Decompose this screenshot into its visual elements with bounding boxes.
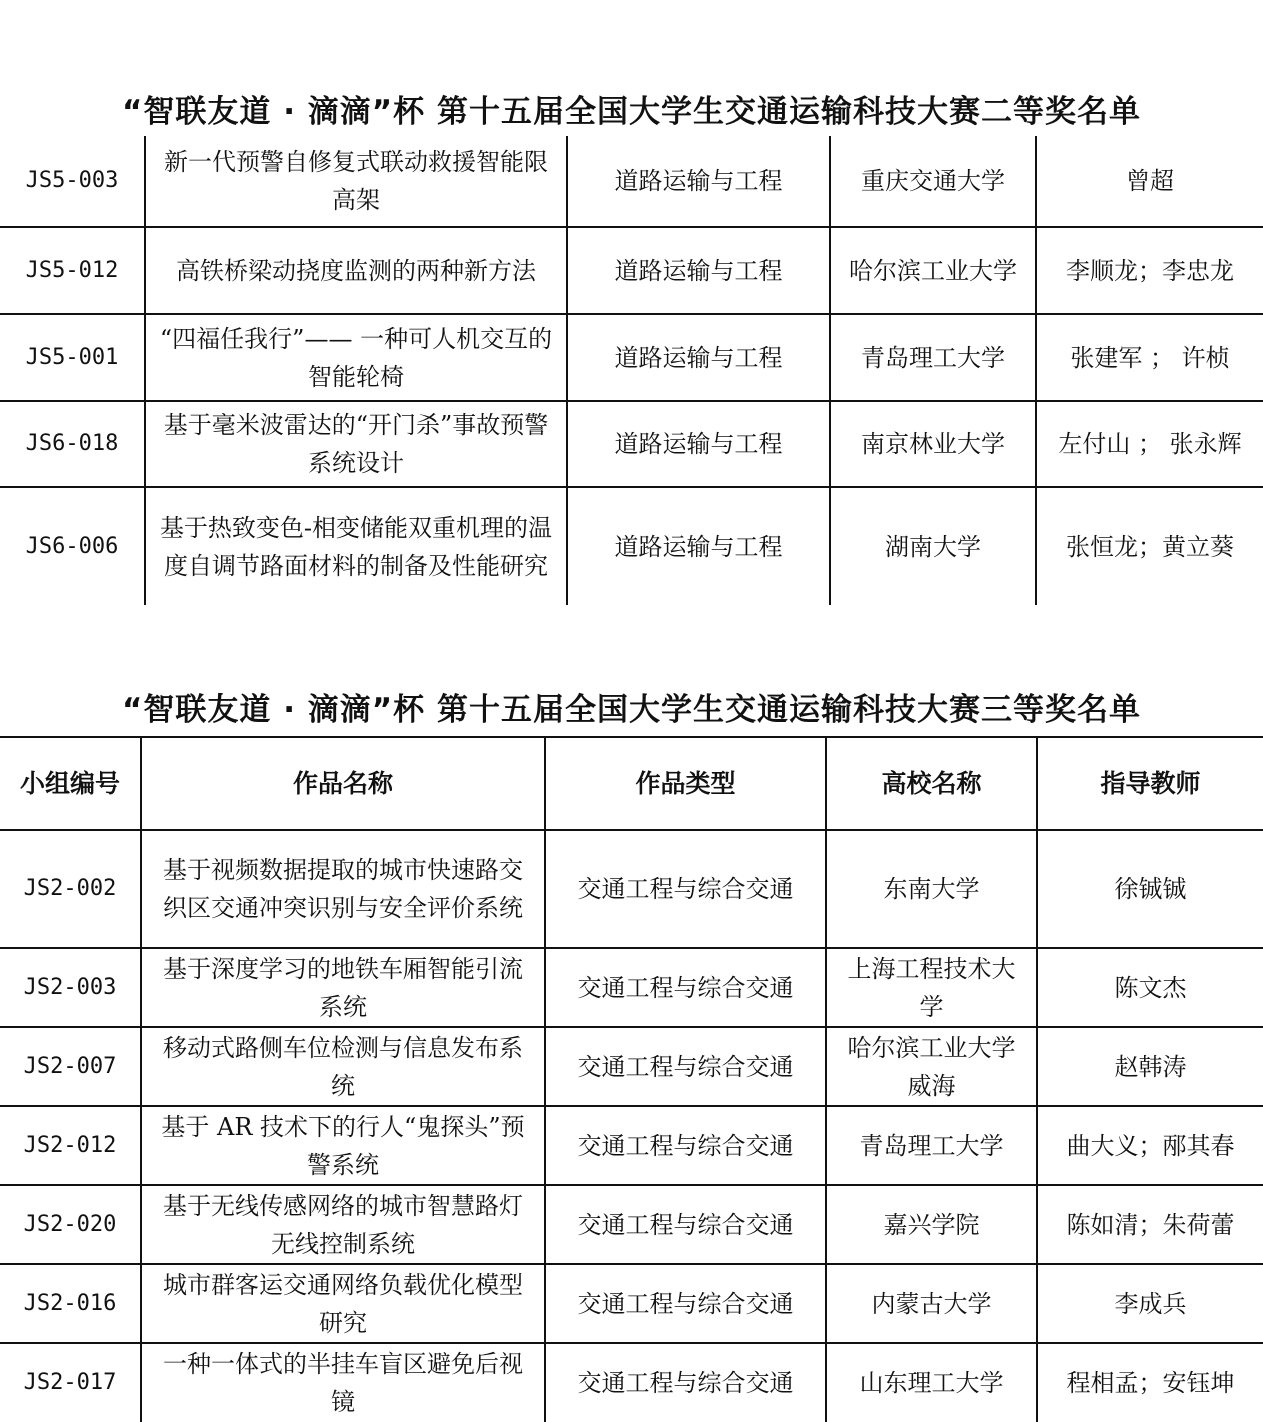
work-name-cell: 基于视频数据提取的城市快速路交织区交通冲突识别与安全评价系统 [141, 830, 545, 948]
teacher-cell: 曾超 [1036, 136, 1263, 227]
table-row [0, 1106, 1263, 1185]
school-cell: 上海工程技术大学 [826, 948, 1037, 1027]
school-cell: 嘉兴学院 [826, 1185, 1037, 1264]
work-name-cell: 一种一体式的半挂车盲区避免后视镜 [141, 1343, 545, 1422]
school-cell: 哈尔滨工业大学 [830, 227, 1036, 314]
school-cell: 重庆交通大学 [830, 136, 1036, 227]
table-row [0, 136, 1263, 227]
work-type-cell: 交通工程与综合交通 [545, 1185, 826, 1264]
teacher-cell: 李顺龙；李忠龙 [1036, 227, 1263, 314]
group-id-cell: JS6-018 [0, 401, 145, 487]
school-cell: 山东理工大学 [826, 1343, 1037, 1422]
work-type-cell: 道路运输与工程 [567, 487, 830, 605]
group-id-cell: JS2-002 [0, 830, 141, 948]
group-id-cell: JS2-016 [0, 1264, 141, 1343]
group-id-cell: JS5-012 [0, 227, 145, 314]
group-id-cell: JS2-003 [0, 948, 141, 1027]
header-teacher: 指导教师 [1037, 737, 1263, 830]
teacher-cell: 陈文杰 [1037, 948, 1263, 1027]
work-name-cell: 城市群客运交通网络负载优化模型研究 [141, 1264, 545, 1343]
work-name-cell: 高铁桥梁动挠度监测的两种新方法 [145, 227, 567, 314]
header-work-type: 作品类型 [545, 737, 826, 830]
group-id-cell: JS2-012 [0, 1106, 141, 1185]
work-name-cell: 基于深度学习的地铁车厢智能引流系统 [141, 948, 545, 1027]
work-type-cell: 交通工程与综合交通 [545, 830, 826, 948]
teacher-cell: 陈如清；朱荷蕾 [1037, 1185, 1263, 1264]
work-type-cell: 交通工程与综合交通 [545, 1106, 826, 1185]
header-work-name: 作品名称 [141, 737, 545, 830]
table-row [0, 830, 1263, 948]
teacher-cell: 程相孟；安钰坤 [1037, 1343, 1263, 1422]
table-header-row [0, 737, 1263, 830]
teacher-cell: 李成兵 [1037, 1264, 1263, 1343]
school-cell: 哈尔滨工业大学威海 [826, 1027, 1037, 1106]
teacher-cell: 张建军 ； 许桢 [1036, 314, 1263, 401]
work-type-cell: 交通工程与综合交通 [545, 1343, 826, 1422]
work-type-cell: 道路运输与工程 [567, 227, 830, 314]
work-type-cell: 交通工程与综合交通 [545, 948, 826, 1027]
work-name-cell: 基于毫米波雷达的“开门杀”事故预警系统设计 [145, 401, 567, 487]
table-row [0, 948, 1263, 1027]
header-group-id: 小组编号 [0, 737, 141, 830]
third-prize-title: “智联友道 · 滴滴”杯 第十五届全国大学生交通运输科技大赛三等奖名单 [122, 692, 1141, 728]
table-row [0, 1264, 1263, 1343]
group-id-cell: JS6-006 [0, 487, 145, 605]
work-type-cell: 道路运输与工程 [567, 314, 830, 401]
group-id-cell: JS2-017 [0, 1343, 141, 1422]
work-name-cell: 基于 AR 技术下的行人“鬼探头”预警系统 [141, 1106, 545, 1185]
third-prize-table [0, 736, 1263, 1422]
school-cell: 湖南大学 [830, 487, 1036, 605]
school-cell: 南京林业大学 [830, 401, 1036, 487]
group-id-cell: JS5-001 [0, 314, 145, 401]
teacher-cell: 张恒龙；黄立葵 [1036, 487, 1263, 605]
school-cell: 青岛理工大学 [830, 314, 1036, 401]
table-row [0, 1027, 1263, 1106]
school-cell: 青岛理工大学 [826, 1106, 1037, 1185]
work-name-cell: 基于无线传感网络的城市智慧路灯无线控制系统 [141, 1185, 545, 1264]
teacher-cell: 曲大义；邴其春 [1037, 1106, 1263, 1185]
teacher-cell: 赵韩涛 [1037, 1027, 1263, 1106]
table-row [0, 1343, 1263, 1422]
work-name-cell: “四福任我行”—— 一种可人机交互的智能轮椅 [145, 314, 567, 401]
table-row [0, 487, 1263, 605]
work-type-cell: 交通工程与综合交通 [545, 1027, 826, 1106]
work-name-cell: 移动式路侧车位检测与信息发布系统 [141, 1027, 545, 1106]
teacher-cell: 左付山 ； 张永辉 [1036, 401, 1263, 487]
school-cell: 内蒙古大学 [826, 1264, 1037, 1343]
table-row [0, 227, 1263, 314]
table-row [0, 1185, 1263, 1264]
work-name-cell: 基于热致变色-相变储能双重机理的温度自调节路面材料的制备及性能研究 [145, 487, 567, 605]
teacher-cell: 徐铖铖 [1037, 830, 1263, 948]
work-name-cell: 新一代预警自修复式联动救援智能限高架 [145, 136, 567, 227]
header-school: 高校名称 [826, 737, 1037, 830]
work-type-cell: 道路运输与工程 [567, 401, 830, 487]
work-type-cell: 道路运输与工程 [567, 136, 830, 227]
work-type-cell: 交通工程与综合交通 [545, 1264, 826, 1343]
group-id-cell: JS5-003 [0, 136, 145, 227]
table-row [0, 314, 1263, 401]
second-prize-table [0, 136, 1263, 605]
table-row [0, 401, 1263, 487]
second-prize-title: “智联友道 · 滴滴”杯 第十五届全国大学生交通运输科技大赛二等奖名单 [122, 94, 1141, 130]
school-cell: 东南大学 [826, 830, 1037, 948]
group-id-cell: JS2-020 [0, 1185, 141, 1264]
group-id-cell: JS2-007 [0, 1027, 141, 1106]
